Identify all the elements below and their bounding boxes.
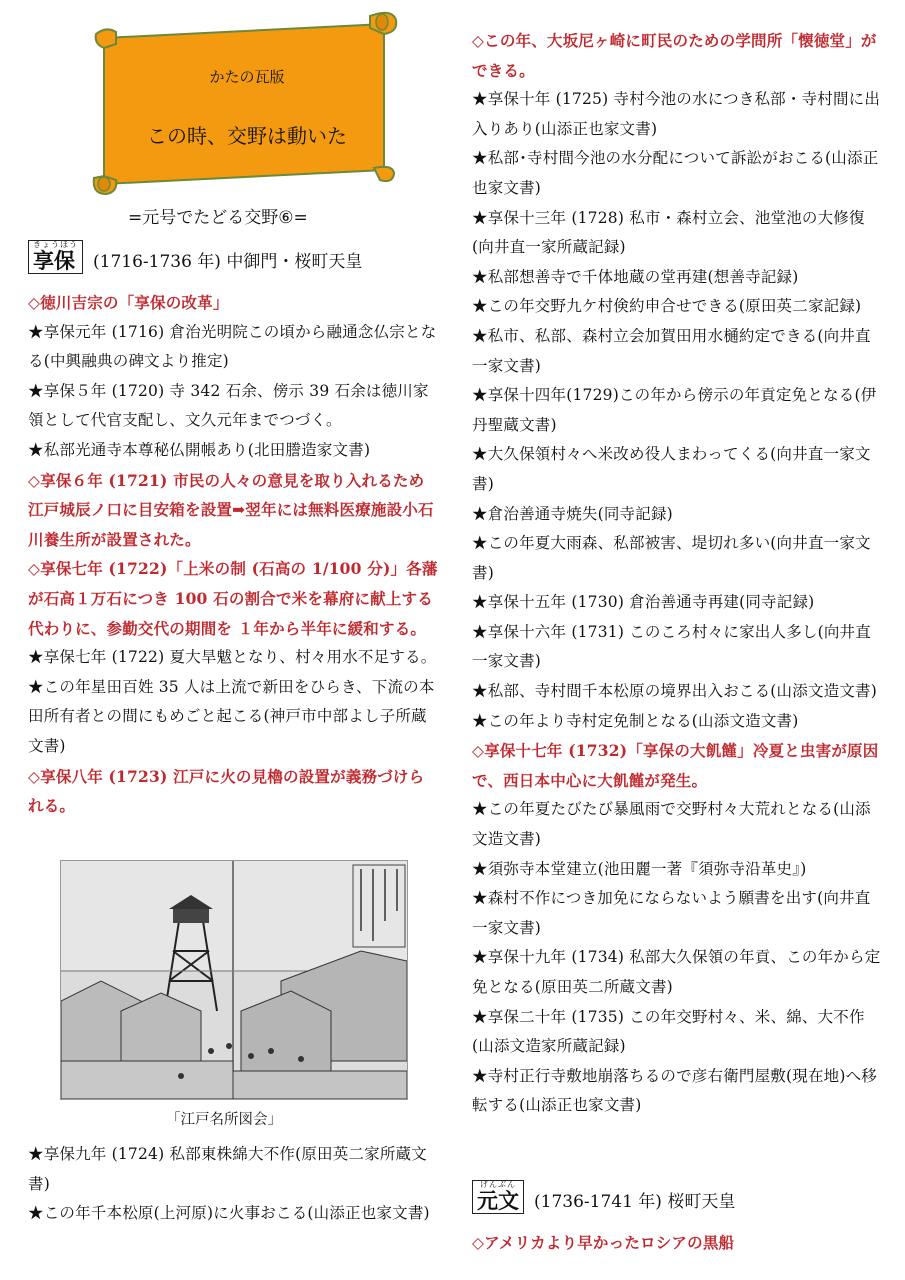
entry-item: ★この年夏たびたび暴風雨で交野村々大荒れとなる(山添文造文書) — [472, 800, 871, 849]
entry-item: ★享保十四年(1729)この年から傍示の年貢定免となる(伊丹聖蔵文書) — [472, 386, 877, 434]
left-entry-list — [28, 288, 440, 821]
entry-item: ★須弥寺本堂建立(池田麗一著『須弥寺沿革史』) — [472, 859, 807, 878]
entry-item: ★享保二十年 (1735) この年交野村々、米、綿、大不作(山添文造家所蔵記録) — [472, 1007, 865, 1056]
entry-item: ★この年より寺村定免制となる(山添文造文書) — [472, 711, 799, 730]
entry-item: ◇アメリカより早かったロシアの黒船 — [472, 1233, 735, 1252]
entry-item: ◇徳川吉宗の「享保の改革」 — [28, 293, 229, 312]
entry-item: ★享保元年 (1716) 倉治光明院この頃から融通念仏宗となる(中興融典の碑文より推定) — [28, 322, 437, 371]
entry-item: ★享保十九年 (1734) 私部大久保領の年貢、この年から定免となる(原田英二所蔵文書) — [472, 948, 881, 996]
era-heading-kyoho — [28, 240, 362, 274]
section-subheading: =元号でたどる交野⑥= — [128, 208, 308, 228]
illustration-caption: 「江戸名所図会」 — [166, 1112, 282, 1128]
scroll-banner-graphic — [92, 8, 402, 196]
era-heading-genbun — [472, 1180, 735, 1214]
right-entry-list — [472, 26, 884, 1121]
era-period: (1716-1736 年) 中御門・桜町天皇 — [93, 252, 363, 272]
right-final-entry-wrap — [472, 1228, 884, 1258]
entry-item: ★この年夏大雨森、私部被害、堤切れ多い(向井直一家文書) — [472, 534, 871, 582]
era-period: (1736-1741 年) 桜町天皇 — [534, 1192, 736, 1212]
banner-series-title: かたの瓦版 — [209, 68, 285, 86]
entry-item: ★私部想善寺で千体地蔵の堂再建(想善寺記録) — [472, 267, 799, 286]
entry-item: ★享保５年 (1720) 寺 342 石余、傍示 39 石余は徳川家領として代官支配し、文久元年までつづく。 — [28, 381, 429, 430]
entry-item: ★享保十年 (1725) 寺村今池の水につき私部・寺村間に出入りあり(山添正也家文書) — [472, 90, 881, 138]
entry-item: ★大久保領村々へ米改め役人まわってくる(向井直一家文書) — [472, 445, 871, 493]
edo-meisho-zue-illustration — [60, 860, 408, 1100]
entry-item: ★倉治善通寺焼失(同寺記録) — [472, 504, 673, 523]
era-ruby: きょうほう — [33, 240, 78, 249]
entry-item: ★享保九年 (1724) 私部東株綿大不作(原田英二家所蔵文書) — [28, 1145, 427, 1193]
era-name: 元文 — [477, 1188, 519, 1213]
entry-item: ◇享保十七年 (1732)「享保の大飢饉」冷夏と虫害が原因で、西日本中心に大飢饉が発生。 — [472, 741, 879, 790]
entry-item: ★私部･寺村間今池の水分配について訴訟がおこる(山添正也家文書) — [472, 149, 879, 197]
entry-item: ★享保十三年 (1728) 私市・森村立会、池堂池の大修復(向井直一家所蔵記録) — [472, 208, 865, 257]
era-name-box — [472, 1180, 524, 1214]
entry-item: ★享保十五年 (1730) 倉治善通寺再建(同寺記録) — [472, 593, 815, 612]
era-name-box — [28, 240, 83, 274]
entry-item: ★私市、私部、森村立会加賀田用水樋約定できる(向井直一家文書) — [472, 326, 871, 375]
entry-item: ★私部、寺村間千本松原の境界出入おこる(山添文造文書) — [472, 682, 877, 701]
left-entry-list-continued — [28, 1140, 440, 1229]
entry-item: ★享保七年 (1722) 夏大旱魃となり、村々用水不足する。 — [28, 648, 437, 667]
entry-item: ◇享保６年 (1721) 市民の人々の意見を取り入れるため江戸城辰ノ口に目安箱を設置➡翌年には無料医療施設小石川養生所が設置された。 — [28, 470, 434, 549]
entry-item: ★寺村正行寺敷地崩落ちるので彦右衛門屋敷(現在地)へ移転する(山添正也家文書) — [472, 1066, 877, 1115]
title-banner — [92, 8, 402, 196]
entry-item: ◇享保七年 (1722)「上米の制 (石高の 1/100 分)」各藩が石高１万石につき 100 石の割合で米を幕府に献上する代わりに、参勤交代の期間を １年から半年に緩和する。 — [28, 559, 438, 638]
banner-main-title: この時、交野は動いた — [147, 124, 347, 148]
entry-item: ★森村不作につき加免にならないよう願書を出す(向井直一家文書) — [472, 889, 871, 937]
era-ruby: げんぶん — [480, 1180, 516, 1189]
entry-item: ★私部光通寺本尊秘仏開帳あり(北田謄造家文書) — [28, 440, 371, 459]
entry-item: ◇享保八年 (1723) 江戸に火の見櫓の設置が義務づけられる。 — [28, 766, 425, 816]
entry-item: ★この年交野九ケ村倹約申合せできる(原田英二家記録) — [472, 297, 862, 316]
era-name: 享保 — [33, 248, 75, 273]
entry-item: ★この年千本松原(上河原)に火事おこる(山添正也家文書) — [28, 1204, 430, 1223]
entry-item: ★享保十六年 (1731) このころ村々に家出人多し(向井直一家文書) — [472, 622, 871, 671]
entry-item: ★この年星田百姓 35 人は上流で新田をひらき、下流の本田所有者との間にもめごと起こる(神戸市中部よし子所蔵文書) — [28, 677, 435, 755]
entry-item: ◇この年、大坂尼ヶ崎に町民のための学問所「懐徳堂」ができる。 — [472, 31, 877, 80]
